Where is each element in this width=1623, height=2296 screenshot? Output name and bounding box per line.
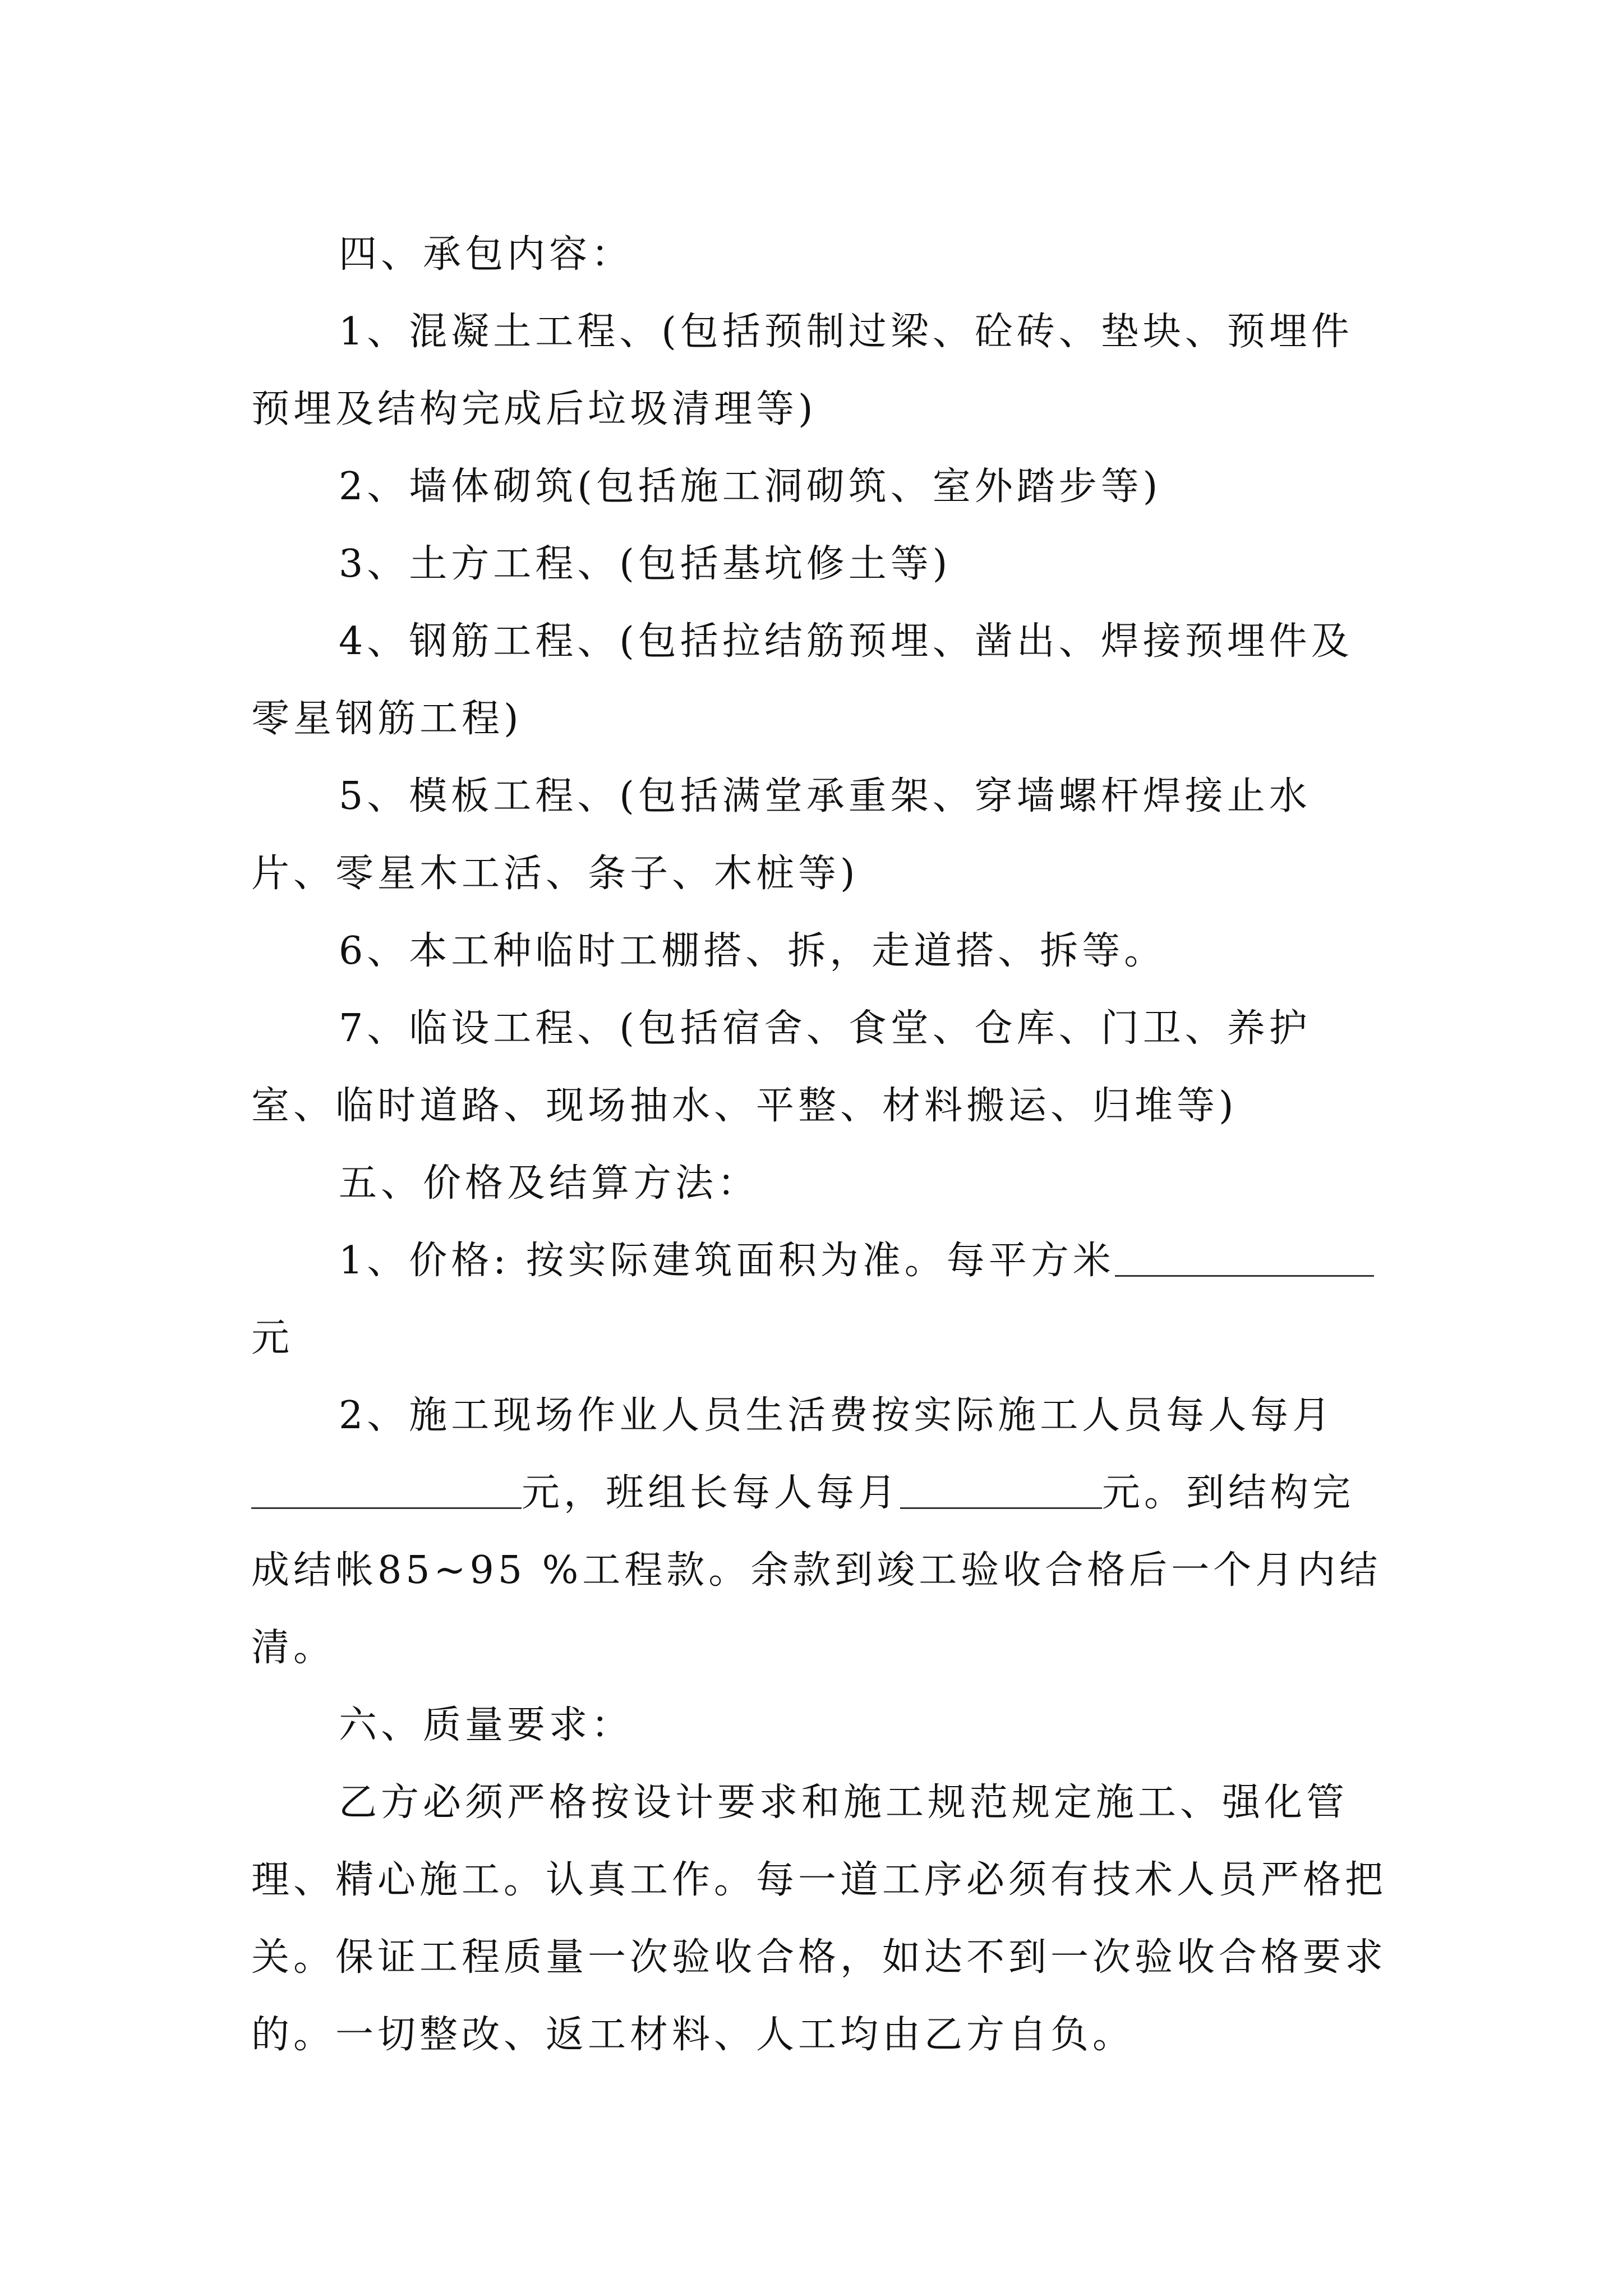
document-body (251, 216, 1391, 2074)
living-expense-text: 2、施工现场作业人员生活费按实际施工人员每人每月 (339, 1393, 1335, 1438)
team-leader-text: 元，班组长每人每月 (522, 1471, 901, 1515)
scope-item-earthwork: 3、土方工程、(包括基坑修土等) (339, 542, 952, 586)
team-leader-monthly-blank (900, 1465, 1102, 1509)
scope-item-concrete: 1、混凝土工程、(包括预制过梁、砼砖、垫块、预埋件预埋及结构完成后垃圾清理等) (251, 310, 1353, 431)
section-heading-contract-scope: 四、承包内容： (339, 232, 634, 277)
price-item-living-expense (251, 1377, 1391, 1687)
section-heading-price-settlement: 五、价格及结算方法： (339, 1161, 760, 1205)
price-item-unit-price (251, 1222, 1391, 1377)
unit-price-unit: 元 (251, 1316, 294, 1360)
scope-item-masonry: 2、墙体砌筑(包括施工洞砌筑、室外踏步等) (339, 464, 1162, 509)
unit-price-text: 1、价格: 按实际建筑面积为准。每平方米 (339, 1239, 1115, 1283)
scope-item-temporary-shed: 6、本工种临时工棚搭、拆，走道搭、拆等。 (339, 929, 1166, 973)
quality-requirements-body: 乙方必须严格按设计要求和施工规范规定施工、强化管理、精心施工。认真工作。每一道工序必须有技术人员严格把关。保证工程质量一次验收合格，如达不到一次验收合格要求的。一切整改、返工材料、人工均由乙方自负。 (251, 1780, 1387, 2057)
worker-monthly-blank (251, 1465, 522, 1509)
unit-price-blank (1115, 1232, 1374, 1277)
settlement-terms-text: 元。到结构完成结帐85~95 %工程款。余款到竣工验收合格后一个月内结清。 (251, 1471, 1382, 1670)
scope-item-formwork: 5、模板工程、(包括满堂承重架、穿墙螺杆焊接止水片、零星木工活、条子、木桩等) (251, 774, 1311, 896)
scope-item-temporary-facilities: 7、临设工程、(包括宿舍、食堂、仓库、门卫、养护室、临时道路、现场抽水、平整、材料搬运、归堆等) (251, 1006, 1311, 1128)
section-heading-quality: 六、质量要求： (339, 1703, 634, 1747)
scope-item-rebar: 4、钢筋工程、(包括拉结筋预埋、凿出、焊接预埋件及零星钢筋工程) (251, 619, 1353, 741)
